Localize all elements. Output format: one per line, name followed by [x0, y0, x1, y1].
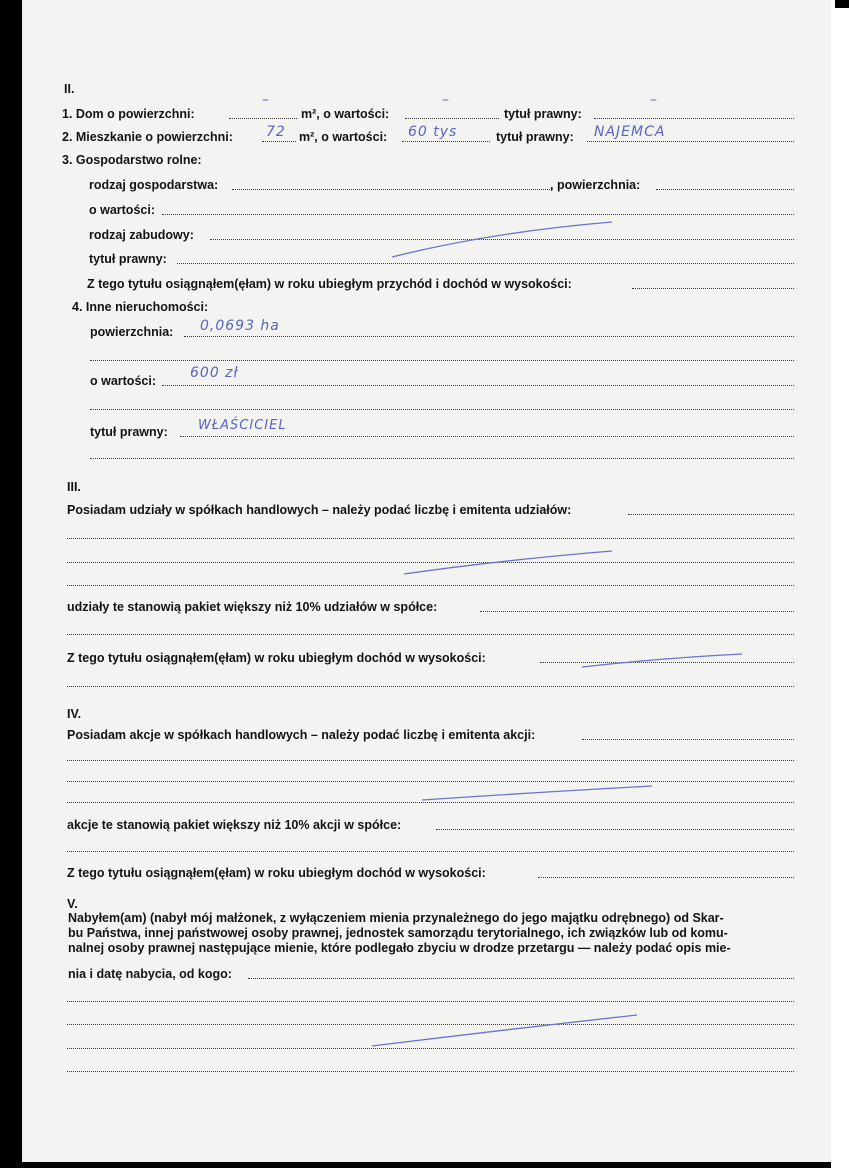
- s4-pkg-label: akcje te stanowią pakiet większy niż 10% akcji w spółce:: [67, 818, 402, 832]
- s4-income-label: Z tego tytułu osiągnąłem(ęłam) w roku ubiegłym dochód w wysokości:: [67, 866, 486, 880]
- s4-shares-label: Posiadam akcje w spółkach handlowych – należy podać liczbę i emitenta akcji:: [67, 728, 536, 742]
- s3-income-label: Z tego tytułu osiągnąłem(ęłam) w roku ubiegłym dochód w wysokości:: [67, 651, 486, 665]
- s5-text-line-4: nia i datę nabycia, od kogo:: [68, 967, 232, 981]
- other-area-label: powierzchnia:: [90, 325, 174, 339]
- other-value-value: 600 zł: [190, 365, 239, 381]
- page-edge: [831, 0, 849, 1168]
- s3-income-strikeout-stroke: [582, 654, 742, 667]
- house-title-value: –: [650, 92, 658, 108]
- s3-strikeout-stroke: [404, 551, 612, 574]
- s5-text-line-2: bu Państwa, innej państwowej osoby prawnej, jednostek samorządu terytorialnego, ich związków lub od komu-: [68, 926, 728, 940]
- flat-area-label: 2. Mieszkanie o powierzchni:: [62, 130, 233, 144]
- house-value-value: –: [442, 92, 450, 108]
- farm-income-label: Z tego tytułu osiągnąłem(ęłam) w roku ubiegłym przychód i dochód w wysokości:: [87, 277, 572, 291]
- farm-building-label: rodzaj zabudowy:: [89, 228, 194, 242]
- form-page: [22, 0, 844, 1162]
- pen-strokes: [22, 0, 844, 1162]
- s3-pkg-label: udziały te stanowią pakiet większy niż 10% udziałów w spółce:: [67, 600, 438, 614]
- other-property-label: 4. Inne nieruchomości:: [72, 300, 209, 314]
- house-area-value: –: [262, 92, 270, 108]
- house-area-label: 1. Dom o powierzchni:: [62, 107, 195, 121]
- flat-title-value: NAJEMCA: [594, 124, 666, 140]
- house-value-label: m², o wartości:: [301, 107, 390, 121]
- s5-strikeout-stroke: [372, 1015, 637, 1046]
- s3-shares-label: Posiadam udziały w spółkach handlowych – należy podać liczbę i emitenta udziałów:: [67, 503, 572, 517]
- s5-text-line-1: Nabyłem(am) (nabył mój małżonek, z wyłączeniem mienia przynależnego do jego majątku odrębnego) od Skar-: [68, 911, 724, 925]
- flat-title-label: tytuł prawny:: [496, 130, 574, 144]
- s5-text-line-3: nalnej osoby prawnej następujące mienie, które podlegało zbyciu w drodze przetargu — należy podać opis mie-: [68, 941, 731, 955]
- section-5-heading: V.: [67, 897, 78, 911]
- farm-title-label: tytuł prawny:: [89, 252, 167, 266]
- corner-mark: [835, 0, 849, 8]
- farm-area-label: , powierzchnia:: [550, 178, 641, 192]
- other-title-value: WŁAŚCICIEL: [198, 418, 287, 433]
- flat-value-label: m², o wartości:: [299, 130, 388, 144]
- flat-area-value: 72: [266, 124, 286, 140]
- other-value-label: o wartości:: [90, 374, 156, 388]
- house-title-label: tytuł prawny:: [504, 107, 582, 121]
- farm-strikeout-stroke: [392, 222, 612, 257]
- section-4-heading: IV.: [67, 707, 82, 721]
- farm-type-label: rodzaj gospodarstwa:: [89, 178, 219, 192]
- flat-value-value: 60 tys: [408, 124, 458, 140]
- section-2-heading: II.: [64, 82, 75, 96]
- farm-value-label: o wartości:: [89, 203, 155, 217]
- farm-label: 3. Gospodarstwo rolne:: [62, 153, 202, 167]
- s4-strikeout-stroke: [422, 786, 652, 800]
- other-area-value: 0,0693 ha: [200, 318, 280, 334]
- other-title-label: tytuł prawny:: [90, 425, 168, 439]
- section-3-heading: III.: [67, 480, 81, 494]
